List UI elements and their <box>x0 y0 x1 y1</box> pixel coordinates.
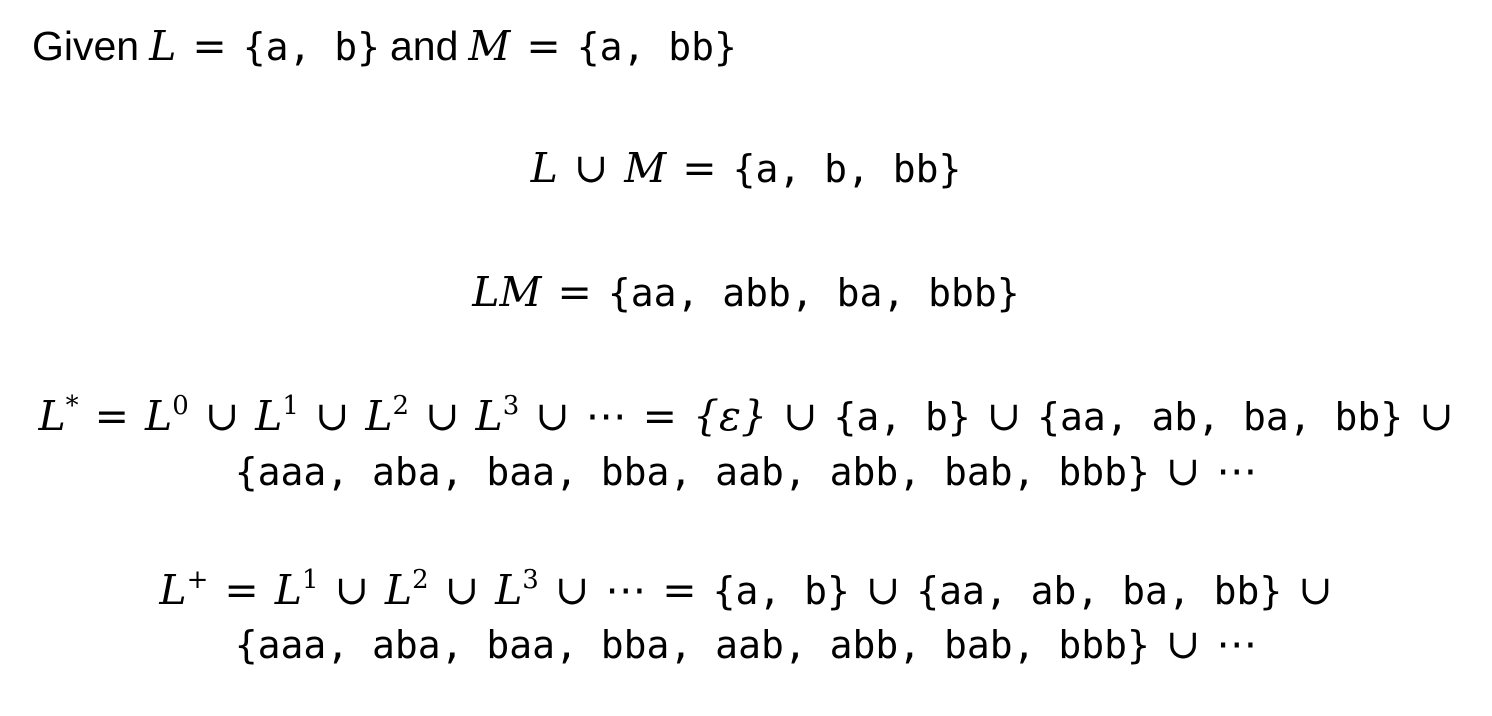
length-2-set: {aa, ab, ba, bb} <box>916 569 1283 613</box>
var-L: L <box>145 392 173 440</box>
power-2: 2 <box>412 565 429 595</box>
union-symbol: ∪ <box>204 392 240 440</box>
union-symbol: ∪ <box>554 566 590 614</box>
var-L: L <box>274 566 303 614</box>
var-L: L <box>530 144 558 192</box>
var-L: L <box>384 566 413 614</box>
var-L: L <box>255 392 283 440</box>
union-symbol: ∪ <box>314 392 350 440</box>
union-symbol: ∪ <box>444 566 480 614</box>
ellipsis: ⋯ <box>585 392 627 440</box>
power-1: 1 <box>282 391 299 421</box>
union-symbol: ∪ <box>1298 566 1333 614</box>
M-set: {a, bb} <box>576 25 737 69</box>
equals-sign: = <box>642 392 677 440</box>
union-symbol: ∪ <box>865 566 901 614</box>
L-set: {a, b} <box>242 25 380 69</box>
union-symbol: ∪ <box>1419 392 1454 440</box>
kleene-star-line-2 <box>0 447 1492 495</box>
union-symbol: ∪ <box>783 392 818 440</box>
given-line <box>32 22 737 70</box>
var-L: L <box>365 392 393 440</box>
var-L: L <box>149 22 177 70</box>
epsilon-set: {ε} <box>692 392 768 440</box>
ellipsis: ⋯ <box>1216 447 1258 495</box>
union-symbol: ∪ <box>1165 620 1201 668</box>
ellipsis: ⋯ <box>1216 620 1258 668</box>
given-word: Given <box>32 23 140 69</box>
var-L: L <box>495 566 523 614</box>
equals-sign: = <box>557 268 592 316</box>
var-LM: LM <box>472 268 542 316</box>
var-M: M <box>468 22 511 70</box>
power-3: 3 <box>522 565 539 595</box>
union-result: {a, b, bb} <box>732 147 962 191</box>
plus-superscript: + <box>186 565 209 595</box>
power-1: 1 <box>302 565 319 595</box>
power-2: 2 <box>392 391 410 421</box>
union-symbol: ∪ <box>425 392 460 440</box>
union-line <box>0 144 1492 192</box>
var-L: L <box>38 392 66 440</box>
concat-result: {aa, abb, ba, bbb} <box>607 271 1020 315</box>
equals-sign: = <box>94 392 130 440</box>
concat-line <box>0 268 1492 316</box>
equals-sign: = <box>682 144 717 192</box>
length-3-set: {aaa, aba, baa, bba, aab, abb, bab, bbb} <box>234 450 1150 494</box>
power-0: 0 <box>172 391 189 421</box>
var-L: L <box>159 566 187 614</box>
kleene-star-line-1 <box>0 391 1492 440</box>
kleene-plus-line-2 <box>0 620 1492 668</box>
star-superscript: * <box>65 391 79 421</box>
length-1-set: {a, b} <box>833 395 971 439</box>
ellipsis: ⋯ <box>605 566 647 614</box>
union-symbol: ∪ <box>1165 447 1201 495</box>
and-word: and <box>389 23 459 69</box>
var-L: L <box>475 392 503 440</box>
equals-sign: = <box>224 566 259 614</box>
var-M: M <box>624 144 667 192</box>
length-3-set: {aaa, aba, baa, bba, aab, abb, bab, bbb} <box>234 623 1150 667</box>
length-1-set: {a, b} <box>712 569 850 613</box>
union-symbol: ∪ <box>573 144 609 192</box>
equals-sign: = <box>662 566 697 614</box>
kleene-plus-line-1 <box>0 565 1492 614</box>
length-2-set: {aa, ab, ba, bb} <box>1037 395 1404 439</box>
equals-sign: = <box>192 22 227 70</box>
union-symbol: ∪ <box>986 392 1022 440</box>
equals-sign: = <box>526 22 561 70</box>
union-symbol: ∪ <box>334 566 369 614</box>
power-3: 3 <box>502 391 520 421</box>
union-symbol: ∪ <box>535 392 570 440</box>
